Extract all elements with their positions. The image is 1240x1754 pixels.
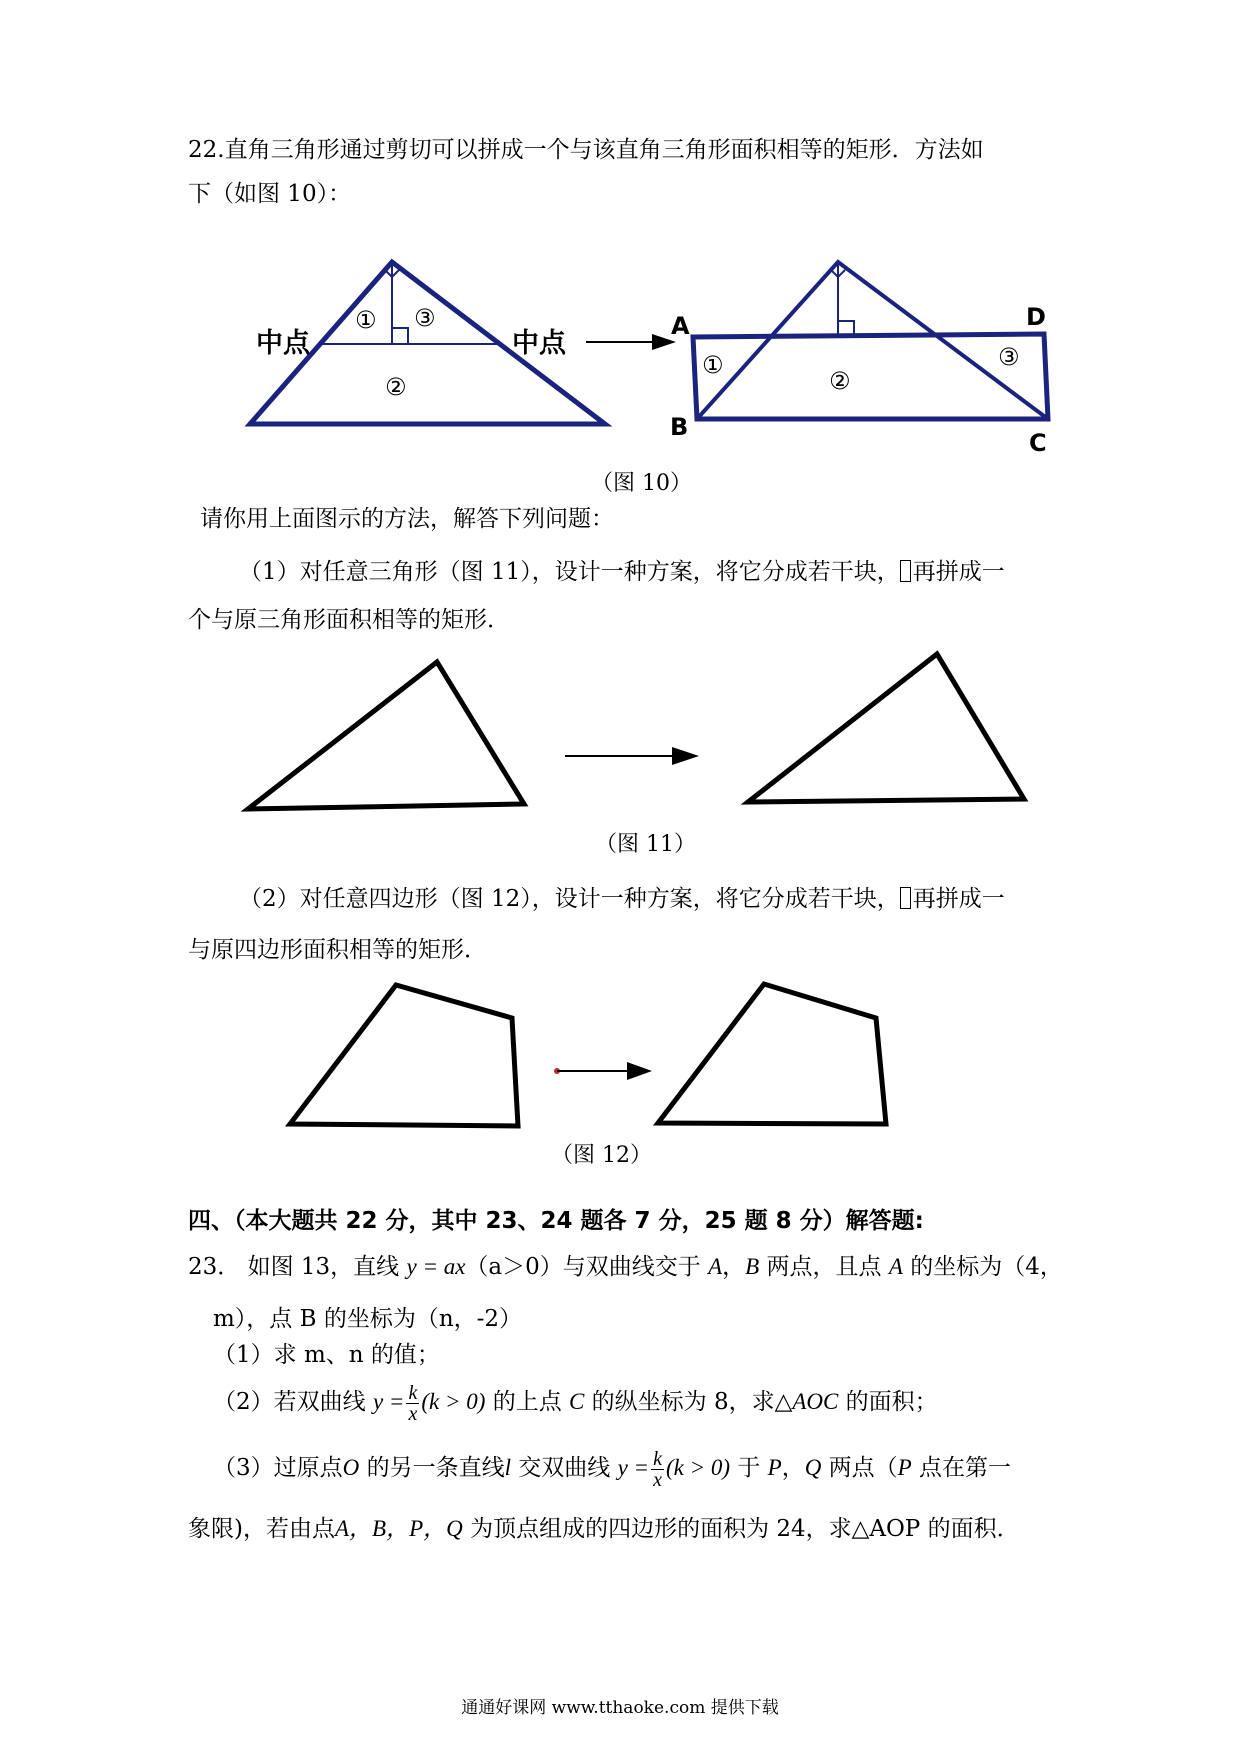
point-o: O (342, 1455, 360, 1480)
figure11-arrow (565, 747, 699, 765)
line-equation: y = ax (406, 1254, 466, 1279)
q23-text: 的上点 (492, 1389, 562, 1415)
q23-text: 的坐标为（4， (910, 1254, 1063, 1280)
hyperbola-y: y = (617, 1455, 650, 1480)
q22-part2-line1 (239, 883, 1005, 915)
figure10-arrow (586, 334, 676, 350)
q23-text: ， (722, 1254, 746, 1280)
piece-2-moved-label: ② (829, 367, 851, 395)
q23-text: 交双曲线 (518, 1455, 611, 1481)
q23-text: ， (781, 1455, 805, 1481)
section-4-heading: 四、（本大题共 22 分，其中 23、24 题各 7 分，25 题 8 分）解答题: (188, 1208, 924, 1234)
q22-intro-line2: 下（如图 10）： (188, 181, 352, 207)
figure-12-caption: （图 12） (551, 1143, 652, 1168)
part2-tail: 再拼成一 (912, 886, 1005, 912)
figure11-left-triangle (248, 662, 524, 809)
fraction-numerator: k (408, 1381, 418, 1404)
figure12-arrow (554, 1062, 652, 1080)
q22-part1-line2: 个与原三角形面积相等的矩形． (188, 607, 510, 633)
triangle-aoc: AOC (792, 1389, 839, 1414)
k-condition: (k > 0) (665, 1455, 731, 1480)
midpoint-right-label: 中点 (512, 328, 566, 359)
vertex-d-label: D (1026, 303, 1046, 331)
q23-part2 (213, 1377, 938, 1427)
figure11-right-triangle (748, 654, 1024, 802)
q22-intro-line1: 22.直角三角形通过剪切可以拼成一个与该直角三角形面积相等的矩形．方法如 (188, 137, 984, 163)
piece-3-moved-label: ③ (998, 343, 1020, 371)
point-a: A (888, 1254, 903, 1279)
figure-10 (0, 0, 1240, 480)
fraction-k-over-x (651, 1449, 664, 1490)
vertex-a-label: A (671, 312, 690, 340)
piece-1-label: ① (355, 306, 377, 334)
q23-text: 于 (737, 1455, 761, 1481)
q23-text: 两点，且点 (766, 1254, 882, 1280)
q22-part2-line2: 与原四边形面积相等的矩形． (188, 937, 487, 963)
q23-part3-line2 (188, 1513, 1020, 1545)
line-l: l (504, 1455, 511, 1480)
figure-11 (0, 640, 1240, 840)
figure10-right-rectangle (693, 262, 1048, 419)
figure12-left-quadrilateral (290, 985, 518, 1126)
q23-text: 为顶点组成的四边形的面积为 24，求△AOP 的面积． (470, 1516, 1020, 1542)
q23-text: （3）过原点 (213, 1455, 343, 1481)
missing-glyph-box (900, 560, 911, 582)
piece-3-label: ③ (414, 304, 436, 332)
fraction-denominator: x (653, 1468, 662, 1491)
vertex-b-label: B (670, 413, 689, 441)
part1-text: （1）对任意三角形（图 11），设计一种方案，将它分成若干块， (239, 559, 900, 585)
q23-number: 23． (188, 1254, 241, 1280)
q23-text: 点在第一 (919, 1455, 1012, 1481)
part1-tail: 再拼成一 (912, 559, 1005, 585)
figure-11-caption: （图 11） (595, 832, 696, 857)
q22-instruction: 请你用上面图示的方法，解答下列问题： (200, 506, 614, 532)
point-q: Q (804, 1455, 822, 1480)
piece-1-moved-label: ① (702, 351, 724, 379)
vertex-c-label: C (1029, 429, 1047, 457)
k-condition: (k > 0) (421, 1389, 486, 1414)
figure12-right-quadrilateral (658, 984, 886, 1124)
q23-text: 的纵坐标为 8，求△ (591, 1389, 793, 1415)
q23-text: 两点（ (828, 1455, 898, 1481)
piece-2-label: ② (385, 373, 407, 401)
q23-text: 如图 13，直线 (247, 1254, 400, 1280)
fraction-denominator: x (408, 1402, 418, 1425)
point-b: B (745, 1254, 760, 1279)
midpoint-left-label: 中点 (256, 328, 310, 359)
q23-line2: m），点 B 的坐标为（n，-2） (213, 1306, 523, 1332)
q23-text: （2）若双曲线 (213, 1389, 366, 1415)
q23-text: （a＞0）与双曲线交于 (465, 1254, 701, 1280)
point-c: C (569, 1389, 585, 1414)
points-abpq: A，B，P，Q (334, 1516, 463, 1541)
missing-glyph-box (900, 887, 911, 909)
figure-12 (0, 960, 1240, 1140)
point-p: P (897, 1455, 912, 1480)
point-p: P (767, 1455, 782, 1480)
part2-text: （2）对任意四边形（图 12），设计一种方案，将它分成若干块， (239, 886, 900, 912)
point-a: A (708, 1254, 723, 1279)
q23-text: 象限)，若由点 (188, 1516, 335, 1542)
footer-source: 通通好课网 www.tthaoke.com 提供下载 (461, 1698, 779, 1718)
figure-10-caption: （图 10） (591, 471, 692, 496)
q23-part3 (213, 1443, 1011, 1493)
q22-part1-line1 (239, 556, 1005, 588)
fraction-numerator: k (653, 1447, 662, 1470)
q23-text: 的面积； (845, 1389, 938, 1415)
q23-line1 (188, 1251, 1063, 1283)
q23-part1: （1）求 m、n 的值； (213, 1342, 440, 1368)
hyperbola-y: y = (372, 1389, 405, 1414)
q23-text: 的另一条直线 (366, 1455, 505, 1481)
fraction-k-over-x (406, 1383, 419, 1424)
